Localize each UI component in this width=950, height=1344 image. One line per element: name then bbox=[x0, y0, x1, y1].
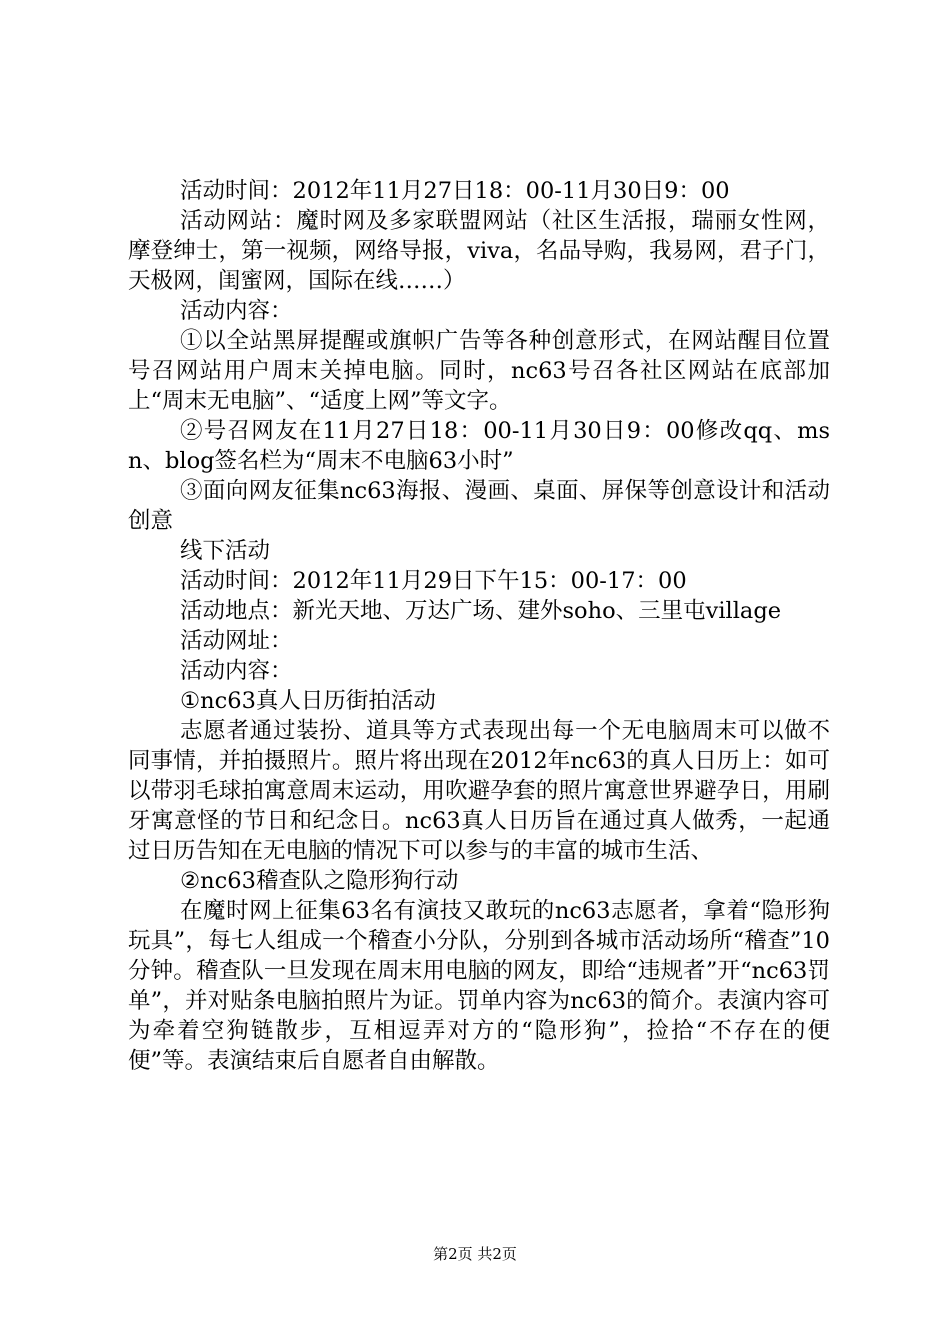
paragraph-offline-heading: 线下活动 bbox=[180, 538, 271, 564]
paragraph-calendar-body: 志愿者通过装扮、道具等方式表现出每一个无电脑周末可以做不同事情，并拍摄照片。照片将出现在2012年nc63的真人日历上：如可以带羽毛球拍寓意周末运动，用吹避孕套的照片寓意世界避孕日，用刷牙寓意怪的节日和纪念日。nc63真人日历旨在通过真人做秀，一起通过日历告知在无电脑的情况下可以参与的丰富的城市生活、 bbox=[128, 718, 830, 864]
paragraph-offline-location: 活动地点：新光天地、万达广场、建外soho、三里屯village bbox=[180, 598, 782, 624]
paragraph-online-item-2: ②号召网友在11月27日18：00-11月30日9：00修改qq、msn、blog签名栏为“周末不电脑63小时” bbox=[128, 418, 830, 474]
paragraph-patrol-heading: ②nc63稽查队之隐形狗行动 bbox=[180, 868, 459, 894]
paragraph-activity-content-heading: 活动内容： bbox=[180, 298, 293, 324]
paragraph-activity-websites: 活动网站：魔时网及多家联盟网站（社区生活报，瑞丽女性网，摩登绅士，第一视频，网络导报，viva，名品导购，我易网，君子门，天极网，闺蜜网，国际在线……） bbox=[128, 208, 830, 294]
paragraph-online-item-1: ①以全站黑屏提醒或旗帜广告等各种创意形式，在网站醒目位置号召网站用户周末关掉电脑。同时，nc63号召各社区网站在底部加上“周末无电脑”、“适度上网”等文字。 bbox=[128, 328, 830, 414]
paragraph-offline-time: 活动时间：2012年11月29日下午15：00-17：00 bbox=[180, 568, 687, 594]
paragraph-calendar-heading: ①nc63真人日历街拍活动 bbox=[180, 688, 436, 714]
paragraph-offline-content-heading: 活动内容： bbox=[180, 658, 293, 684]
page-footer bbox=[0, 1244, 950, 1264]
paragraph-online-item-3: ③面向网友征集nc63海报、漫画、桌面、屏保等创意设计和活动创意 bbox=[128, 478, 830, 534]
paragraph-activity-time: 活动时间：2012年11月27日18：00-11月30日9：00 bbox=[180, 178, 730, 204]
document-body bbox=[128, 176, 830, 1076]
paragraph-offline-url: 活动网址： bbox=[180, 628, 293, 654]
paragraph-patrol-body: 在魔时网上征集63名有演技又敢玩的nc63志愿者，拿着“隐形狗玩具”，每七人组成一个稽查小分队，分别到各城市活动场所“稽查”10分钟。稽查队一旦发现在周末用电脑的网友，即给“违规者”开“nc63罚单”，并对贴条电脑拍照片为证。罚单内容为nc63的简介。表演内容可为牵着空狗链散步，互相逗弄对方的“隐形狗”，捡拾“不存在的便便”等。表演结束后自愿者自由解散。 bbox=[128, 898, 830, 1074]
page-number: 第2页 共2页 bbox=[433, 1245, 517, 1263]
